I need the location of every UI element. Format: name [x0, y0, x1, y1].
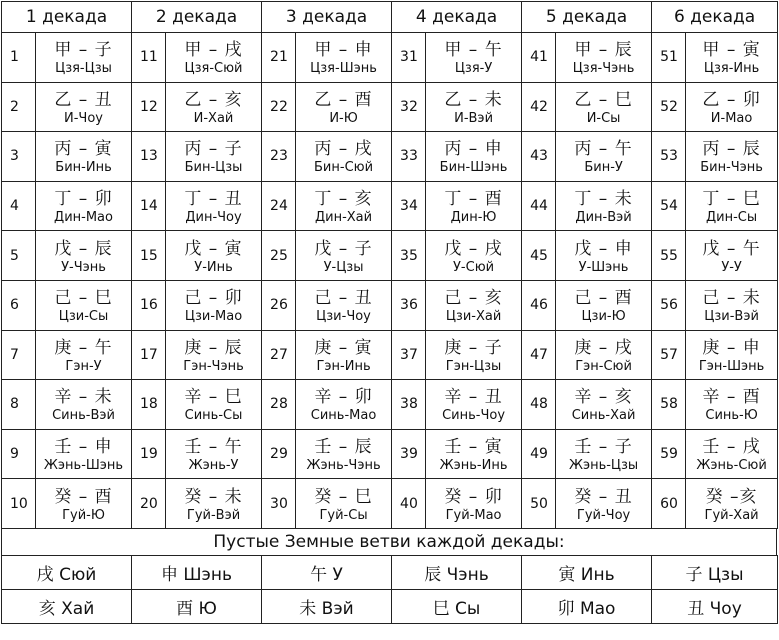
stem-branch-cell [686, 181, 778, 231]
stem-branch-cell [426, 330, 522, 380]
stem-branch-cell [296, 280, 392, 330]
transliteration: Жэнь-Шэнь [43, 458, 124, 474]
hieroglyph-pair: 庚 – 寅 [314, 337, 373, 358]
transliteration: Цзя-Чэнь [572, 61, 635, 77]
cycle-number: 46 [522, 280, 556, 330]
transliteration: Гуй-Вэй [186, 507, 241, 523]
hieroglyph-pair: 丙 – 申 [444, 139, 503, 160]
transliteration: У-Цзы [323, 259, 364, 275]
hieroglyph-pair: 庚 – 午 [54, 337, 113, 358]
cycle-number: 29 [262, 429, 296, 479]
stem-branch-cell [426, 132, 522, 182]
stem-branch-cell [36, 479, 132, 529]
hieroglyph-pair: 辛 – 卯 [314, 387, 373, 408]
hieroglyph-pair: 甲 – 子 [54, 40, 113, 61]
cycle-number: 17 [132, 330, 166, 380]
cycle-number: 39 [392, 429, 426, 479]
cycle-number: 34 [392, 181, 426, 231]
cycle-number: 58 [652, 380, 686, 430]
hieroglyph-pair: 丙 – 寅 [54, 139, 113, 160]
transliteration: Цзя-Шэнь [310, 61, 377, 77]
transliteration: Жэнь-У [188, 458, 239, 474]
cycle-number: 22 [262, 82, 296, 132]
cycle-number: 44 [522, 181, 556, 231]
transliteration: И-Хай [193, 110, 234, 126]
stem-branch-cell [166, 132, 262, 182]
stem-branch-cell [166, 280, 262, 330]
transliteration: Гуй-Сы [319, 507, 368, 523]
sexagenary-cycle-table [1, 1, 778, 529]
transliteration: Гуй-Чоу [576, 507, 631, 523]
hieroglyph-pair: 癸 – 卯 [444, 486, 503, 507]
cycle-number: 27 [262, 330, 296, 380]
transliteration: Дин-Вэй [575, 210, 632, 226]
hieroglyph-pair: 辛 – 酉 [702, 387, 761, 408]
stem-branch-cell [296, 132, 392, 182]
hieroglyph-pair: 甲 – 寅 [702, 40, 761, 61]
hieroglyph-pair: 乙 – 巳 [574, 89, 633, 110]
stem-branch-cell [166, 380, 262, 430]
stem-branch-cell [556, 82, 652, 132]
hieroglyph-pair: 戊 – 寅 [184, 238, 243, 259]
empty-branches-table [1, 555, 778, 624]
transliteration: Синь-Вэй [52, 408, 115, 424]
cycle-number: 49 [522, 429, 556, 479]
transliteration: Цзя-У [454, 61, 493, 77]
cycle-number: 33 [392, 132, 426, 182]
stem-branch-cell [166, 181, 262, 231]
stem-branch-cell [426, 33, 522, 83]
cycle-number: 1 [2, 33, 36, 83]
cycle-number: 5 [2, 231, 36, 281]
stem-branch-cell [686, 380, 778, 430]
transliteration: И-Мао [710, 110, 753, 126]
hieroglyph-pair: 乙 – 酉 [314, 89, 373, 110]
table-row [2, 380, 778, 430]
hieroglyph-pair: 壬 – 辰 [314, 437, 373, 458]
stem-branch-cell [556, 429, 652, 479]
transliteration: Цзя-Инь [703, 61, 760, 77]
hieroglyph-pair: 己 – 卯 [184, 288, 243, 309]
decade-header: 1 декада [2, 2, 132, 33]
stem-branch-cell [556, 231, 652, 281]
cycle-number: 3 [2, 132, 36, 182]
stem-branch-cell [36, 132, 132, 182]
cycle-number: 31 [392, 33, 426, 83]
cycle-number: 21 [262, 33, 296, 83]
stem-branch-cell [556, 479, 652, 529]
cycle-number: 36 [392, 280, 426, 330]
hieroglyph-pair: 庚 – 辰 [184, 337, 243, 358]
cycle-number: 19 [132, 429, 166, 479]
hieroglyph-pair: 丁 – 未 [574, 189, 633, 210]
hieroglyph-pair: 癸 –亥 [705, 486, 758, 507]
table-row [2, 33, 778, 83]
stem-branch-cell [556, 181, 652, 231]
table-row [2, 231, 778, 281]
hieroglyph-pair: 癸 – 酉 [54, 486, 113, 507]
empty-branch-cell: 丑 Чоу [652, 589, 778, 623]
stem-branch-cell [426, 429, 522, 479]
stem-branch-cell [426, 479, 522, 529]
hieroglyph-pair: 戊 – 申 [574, 238, 633, 259]
hieroglyph-pair: 己 – 亥 [444, 288, 503, 309]
hieroglyph-pair: 甲 – 辰 [574, 40, 633, 61]
stem-branch-cell [296, 82, 392, 132]
hieroglyph-pair: 乙 – 丑 [54, 89, 113, 110]
cycle-number: 30 [262, 479, 296, 529]
stem-branch-cell [36, 330, 132, 380]
stem-branch-cell [426, 280, 522, 330]
stem-branch-cell [166, 231, 262, 281]
transliteration: Цзи-Чоу [316, 309, 371, 325]
cycle-number: 4 [2, 181, 36, 231]
decade-header: 4 декада [392, 2, 522, 33]
stem-branch-cell [36, 82, 132, 132]
cycle-number: 56 [652, 280, 686, 330]
stem-branch-cell [686, 132, 778, 182]
decade-header: 2 декада [132, 2, 262, 33]
stem-branch-cell [166, 330, 262, 380]
transliteration: Жэнь-Чэнь [306, 458, 381, 474]
transliteration: Бин-Сюй [314, 160, 374, 176]
hieroglyph-pair: 丙 – 辰 [702, 139, 761, 160]
transliteration: Гуй-Хай [704, 507, 759, 523]
cycle-number: 18 [132, 380, 166, 430]
cycle-number: 37 [392, 330, 426, 380]
transliteration: У-Сюй [453, 259, 495, 275]
transliteration: Синь-Мао [310, 408, 377, 424]
transliteration: Бин-Чэнь [700, 160, 763, 176]
transliteration: И-Вэй [454, 110, 494, 126]
transliteration: Дин-Хай [314, 210, 373, 226]
transliteration: Цзи-Вэй [704, 309, 759, 325]
cycle-number: 15 [132, 231, 166, 281]
empty-branches-title: Пустые Земные ветви каждой декады: [1, 529, 777, 555]
hieroglyph-pair: 丙 – 子 [184, 139, 243, 160]
hieroglyph-pair: 己 – 酉 [574, 288, 633, 309]
transliteration: Синь-Хай [571, 408, 636, 424]
stem-branch-cell [686, 330, 778, 380]
hieroglyph-pair: 癸 – 丑 [574, 486, 633, 507]
transliteration: У-Чэнь [61, 259, 106, 275]
empty-branch-cell: 辰 Чэнь [392, 555, 522, 589]
stem-branch-cell [166, 479, 262, 529]
cycle-number: 26 [262, 280, 296, 330]
hieroglyph-pair: 己 – 巳 [54, 288, 113, 309]
stem-branch-cell [426, 181, 522, 231]
transliteration: Цзя-Цзы [55, 61, 112, 77]
transliteration: Цзи-Сы [58, 309, 109, 325]
transliteration: Гэн-Инь [316, 358, 371, 374]
transliteration: Бин-Шэнь [439, 160, 508, 176]
cycle-number: 41 [522, 33, 556, 83]
transliteration: Гэн-Цзы [445, 358, 502, 374]
hieroglyph-pair: 乙 – 亥 [184, 89, 243, 110]
hieroglyph-pair: 壬 – 戌 [702, 437, 761, 458]
transliteration: Цзи-Мао [184, 309, 243, 325]
stem-branch-cell [686, 231, 778, 281]
hieroglyph-pair: 丁 – 亥 [314, 189, 373, 210]
cycle-number: 28 [262, 380, 296, 430]
header-row [2, 2, 778, 33]
transliteration: Цзи-Хай [445, 309, 502, 325]
hieroglyph-pair: 己 – 丑 [314, 288, 373, 309]
transliteration: Синь-Ю [705, 408, 758, 424]
transliteration: Жэнь-Цзы [568, 458, 639, 474]
transliteration: Дин-Чоу [185, 210, 242, 226]
stem-branch-cell [36, 429, 132, 479]
stem-branch-cell [166, 33, 262, 83]
table-row [2, 479, 778, 529]
table-row [2, 132, 778, 182]
transliteration: Дин-Сы [706, 210, 758, 226]
stem-branch-cell [556, 330, 652, 380]
cycle-number: 43 [522, 132, 556, 182]
stem-branch-cell [426, 82, 522, 132]
cycle-number: 24 [262, 181, 296, 231]
stem-branch-cell [296, 479, 392, 529]
cycle-number: 11 [132, 33, 166, 83]
table-row [2, 181, 778, 231]
cycle-number: 60 [652, 479, 686, 529]
transliteration: У-У [721, 259, 742, 275]
transliteration: Цзя-Сюй [184, 61, 243, 77]
transliteration: Синь-Сы [184, 408, 243, 424]
transliteration: Гэн-Чэнь [183, 358, 244, 374]
hieroglyph-pair: 乙 – 未 [444, 89, 503, 110]
empty-branch-cell: 申 Шэнь [132, 555, 262, 589]
hieroglyph-pair: 壬 – 子 [574, 437, 633, 458]
cycle-number: 47 [522, 330, 556, 380]
transliteration: Гуй-Мао [445, 507, 502, 523]
cycle-number: 53 [652, 132, 686, 182]
hieroglyph-pair: 庚 – 子 [444, 337, 503, 358]
cycle-number: 6 [2, 280, 36, 330]
stem-branch-cell [686, 33, 778, 83]
transliteration: Дин-Мао [54, 210, 113, 226]
cycle-number: 9 [2, 429, 36, 479]
stem-branch-cell [166, 82, 262, 132]
hieroglyph-pair: 丁 – 丑 [184, 189, 243, 210]
cycle-number: 14 [132, 181, 166, 231]
transliteration: Бин-Цзы [184, 160, 243, 176]
cycle-number: 54 [652, 181, 686, 231]
transliteration: Бин-Инь [55, 160, 112, 176]
transliteration: У-Инь [194, 259, 233, 275]
stem-branch-cell [686, 429, 778, 479]
cycle-number: 50 [522, 479, 556, 529]
hieroglyph-pair: 戊 – 戌 [444, 238, 503, 259]
empty-branch-cell: 戌 Сюй [2, 555, 132, 589]
transliteration: Цзи-Ю [581, 309, 626, 325]
stem-branch-cell [686, 82, 778, 132]
cycle-number: 13 [132, 132, 166, 182]
hieroglyph-pair: 丙 – 戌 [314, 139, 373, 160]
transliteration: И-Чоу [64, 110, 103, 126]
table-row [2, 82, 778, 132]
stem-branch-cell [556, 380, 652, 430]
cycle-number: 20 [132, 479, 166, 529]
cycle-number: 45 [522, 231, 556, 281]
stem-branch-cell [36, 181, 132, 231]
cycle-number: 7 [2, 330, 36, 380]
decade-header: 3 декада [262, 2, 392, 33]
hieroglyph-pair: 丁 – 酉 [444, 189, 503, 210]
transliteration: Гэн-Шэнь [698, 358, 765, 374]
hieroglyph-pair: 丙 – 午 [574, 139, 633, 160]
stem-branch-cell [36, 231, 132, 281]
transliteration: И-Сы [586, 110, 621, 126]
empty-branch-cell: 酉 Ю [132, 589, 262, 623]
hieroglyph-pair: 辛 – 未 [54, 387, 113, 408]
cycle-number: 16 [132, 280, 166, 330]
hieroglyph-pair: 辛 – 巳 [184, 387, 243, 408]
cycle-number: 23 [262, 132, 296, 182]
empty-branch-cell: 子 Цзы [652, 555, 778, 589]
stem-branch-cell [556, 280, 652, 330]
stem-branch-cell [36, 280, 132, 330]
empty-branches-row [2, 555, 778, 589]
hieroglyph-pair: 癸 – 未 [184, 486, 243, 507]
decade-header: 6 декада [652, 2, 778, 33]
empty-branch-cell: 午 У [262, 555, 392, 589]
stem-branch-cell [166, 429, 262, 479]
stem-branch-cell [296, 429, 392, 479]
transliteration: Гэн-У [65, 358, 102, 374]
cycle-number: 48 [522, 380, 556, 430]
empty-branches-row [2, 589, 778, 623]
stem-branch-cell [686, 479, 778, 529]
hieroglyph-pair: 癸 – 巳 [314, 486, 373, 507]
hieroglyph-pair: 辛 – 亥 [574, 387, 633, 408]
cycle-number: 38 [392, 380, 426, 430]
stem-branch-cell [556, 132, 652, 182]
hieroglyph-pair: 己 – 未 [702, 288, 761, 309]
cycle-number: 10 [2, 479, 36, 529]
hieroglyph-pair: 壬 – 午 [184, 437, 243, 458]
transliteration: Жэнь-Инь [439, 458, 508, 474]
cycle-number: 52 [652, 82, 686, 132]
stem-branch-cell [296, 181, 392, 231]
hieroglyph-pair: 戊 – 辰 [54, 238, 113, 259]
empty-branch-cell: 亥 Хай [2, 589, 132, 623]
stem-branch-cell [556, 33, 652, 83]
empty-branch-cell: 卯 Мао [522, 589, 652, 623]
hieroglyph-pair: 辛 – 丑 [444, 387, 503, 408]
hieroglyph-pair: 乙 – 卯 [702, 89, 761, 110]
transliteration: Гэн-Сюй [575, 358, 632, 374]
hieroglyph-pair: 丁 – 卯 [54, 189, 113, 210]
cycle-number: 51 [652, 33, 686, 83]
empty-branch-cell: 寅 Инь [522, 555, 652, 589]
stem-branch-cell [426, 380, 522, 430]
empty-branch-cell: 巳 Сы [392, 589, 522, 623]
hieroglyph-pair: 丁 – 巳 [702, 189, 761, 210]
transliteration: И-Ю [329, 110, 358, 126]
transliteration: У-Шэнь [578, 259, 629, 275]
stem-branch-cell [296, 231, 392, 281]
hieroglyph-pair: 甲 – 午 [444, 40, 503, 61]
table-row [2, 280, 778, 330]
cycle-number: 42 [522, 82, 556, 132]
stem-branch-cell [686, 280, 778, 330]
cycle-number: 32 [392, 82, 426, 132]
stem-branch-cell [296, 380, 392, 430]
hieroglyph-pair: 戊 – 午 [702, 238, 761, 259]
hieroglyph-pair: 壬 – 申 [54, 437, 113, 458]
transliteration: Синь-Чоу [442, 408, 506, 424]
cycle-number: 8 [2, 380, 36, 430]
hieroglyph-pair: 戊 – 子 [314, 238, 373, 259]
cycle-number: 40 [392, 479, 426, 529]
decade-header: 5 декада [522, 2, 652, 33]
table-row [2, 429, 778, 479]
empty-branch-cell: 未 Вэй [262, 589, 392, 623]
hieroglyph-pair: 甲 – 戌 [184, 40, 243, 61]
hieroglyph-pair: 庚 – 申 [702, 337, 761, 358]
cycle-number: 57 [652, 330, 686, 380]
cycle-number: 12 [132, 82, 166, 132]
cycle-number: 55 [652, 231, 686, 281]
cycle-number: 25 [262, 231, 296, 281]
stem-branch-cell [426, 231, 522, 281]
hieroglyph-pair: 甲 – 申 [314, 40, 373, 61]
cycle-number: 35 [392, 231, 426, 281]
stem-branch-cell [36, 33, 132, 83]
transliteration: Жэнь-Сюй [696, 458, 767, 474]
cycle-number: 2 [2, 82, 36, 132]
cycle-number: 59 [652, 429, 686, 479]
stem-branch-cell [36, 380, 132, 430]
transliteration: Гуй-Ю [62, 507, 105, 523]
transliteration: Дин-Ю [450, 210, 497, 226]
transliteration: Бин-У [584, 160, 623, 176]
stem-branch-cell [296, 330, 392, 380]
table-row [2, 330, 778, 380]
stem-branch-cell [296, 33, 392, 83]
hieroglyph-pair: 壬 – 寅 [444, 437, 503, 458]
hieroglyph-pair: 庚 – 戌 [574, 337, 633, 358]
